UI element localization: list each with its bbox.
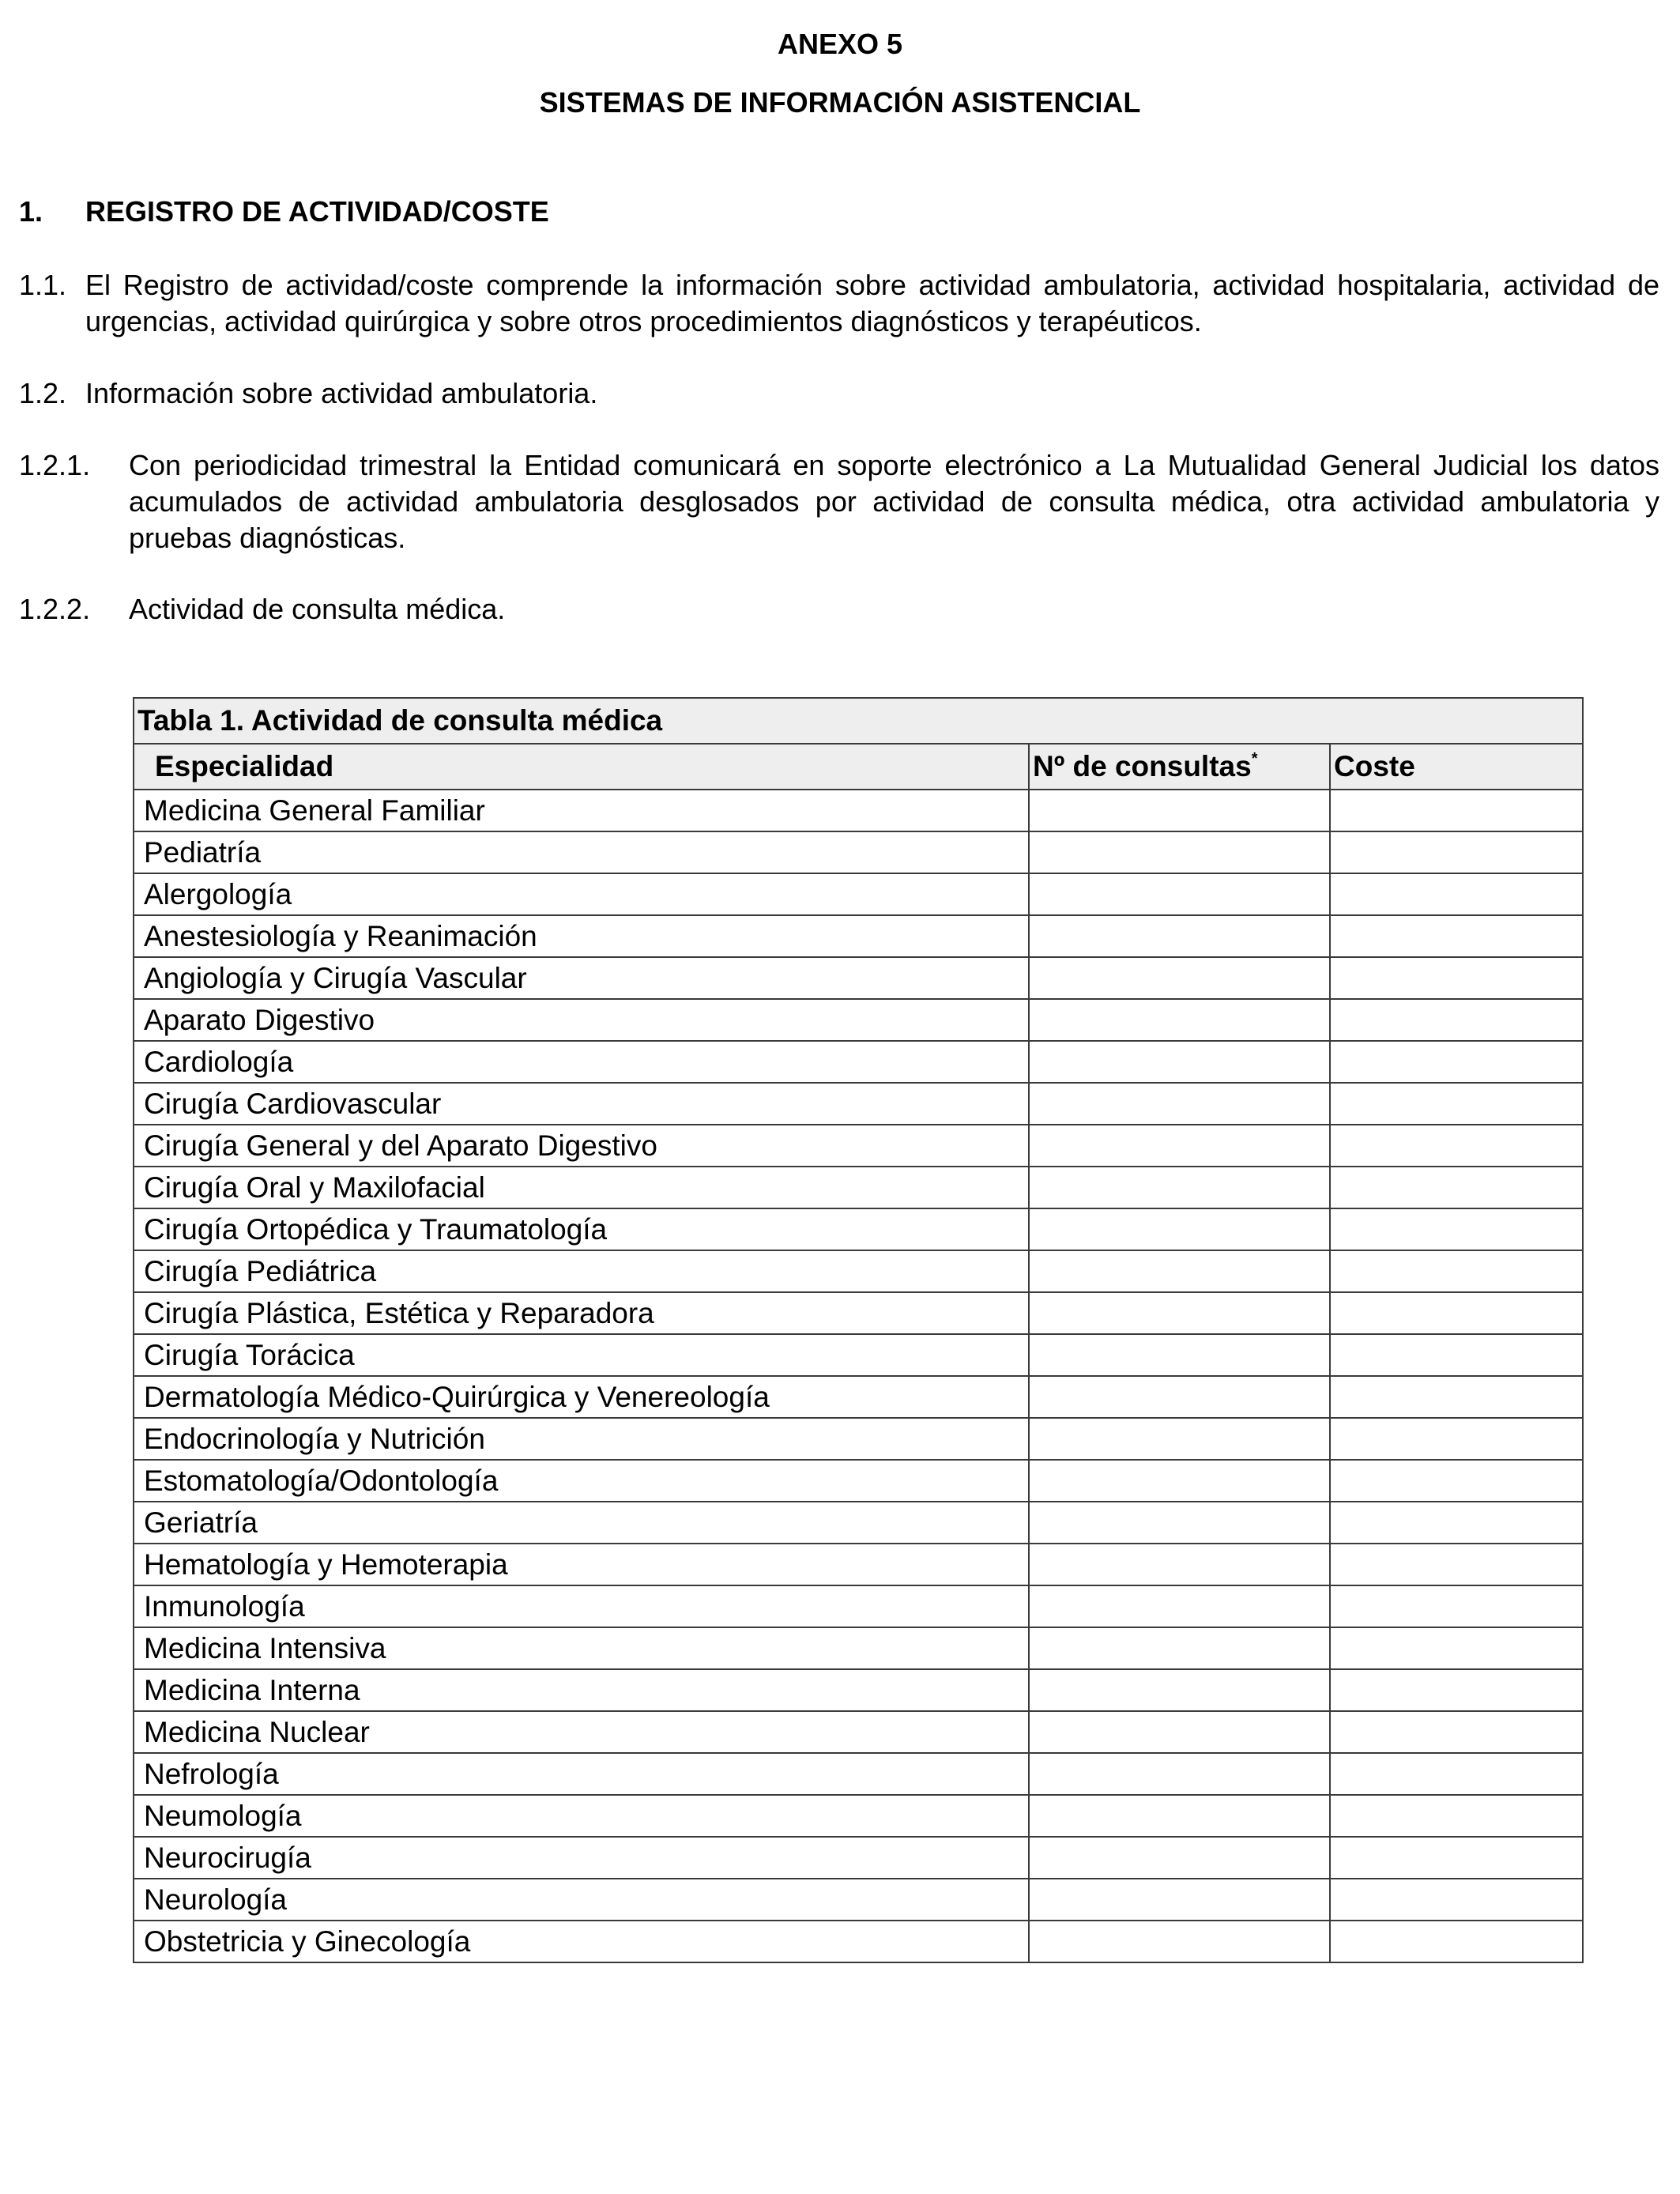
specialty-cell: Neurocirugía: [134, 1837, 1029, 1879]
coste-cell: [1330, 1795, 1583, 1837]
table-row: [134, 1585, 1583, 1627]
consultas-cell: [1029, 1167, 1330, 1208]
coste-cell: [1330, 1837, 1583, 1879]
table-row: [134, 1921, 1583, 1962]
coste-cell: [1330, 1083, 1583, 1125]
table-row: [134, 915, 1583, 957]
consultas-cell: [1029, 1125, 1330, 1167]
coste-cell: [1330, 1921, 1583, 1962]
coste-cell: [1330, 915, 1583, 957]
table-row: [134, 1502, 1583, 1544]
table-row: [134, 999, 1583, 1041]
consultas-cell: [1029, 1460, 1330, 1502]
coste-cell: [1330, 1502, 1583, 1544]
specialty-cell: Cirugía Torácica: [134, 1334, 1029, 1376]
table-header-row: [134, 744, 1583, 790]
section-number: 1.: [19, 195, 43, 228]
table-row: [134, 1544, 1583, 1585]
coste-cell: [1330, 957, 1583, 999]
consultation-activity-table: [133, 697, 1584, 1963]
consultas-cell: [1029, 1502, 1330, 1544]
coste-cell: [1330, 1585, 1583, 1627]
specialty-cell: Anestesiología y Reanimación: [134, 915, 1029, 957]
specialty-cell: Cardiología: [134, 1041, 1029, 1083]
consultas-cell: [1029, 1418, 1330, 1460]
specialty-cell: Cirugía Ortopédica y Traumatología: [134, 1208, 1029, 1250]
specialty-cell: Cirugía Cardiovascular: [134, 1083, 1029, 1125]
coste-cell: [1330, 1879, 1583, 1921]
specialty-cell: Aparato Digestivo: [134, 999, 1029, 1041]
consultas-cell: [1029, 790, 1330, 831]
table-row: [134, 1669, 1583, 1711]
consultas-cell: [1029, 1669, 1330, 1711]
header-coste: Coste: [1330, 744, 1583, 790]
consultas-cell: [1029, 1627, 1330, 1669]
header-consultas-label: Nº de consultas: [1033, 750, 1252, 782]
header-especialidad: Especialidad: [134, 744, 1029, 790]
table-row: [134, 1167, 1583, 1208]
consultas-cell: [1029, 1753, 1330, 1795]
consultas-cell: [1029, 873, 1330, 915]
paragraph-1-2-2: Actividad de consulta médica.: [129, 593, 506, 625]
specialty-cell: Cirugía General y del Aparato Digestivo: [134, 1125, 1029, 1167]
consultas-cell: [1029, 1334, 1330, 1376]
consultas-cell: [1029, 1837, 1330, 1879]
table-row: [134, 1879, 1583, 1921]
paragraph-number-1-2-1: 1.2.1.: [19, 449, 91, 481]
specialty-cell: Medicina Intensiva: [134, 1627, 1029, 1669]
specialty-cell: Endocrinología y Nutrición: [134, 1418, 1029, 1460]
coste-cell: [1330, 1167, 1583, 1208]
specialty-cell: Cirugía Pediátrica: [134, 1250, 1029, 1292]
specialty-cell: Pediatría: [134, 831, 1029, 873]
table-row: [134, 1041, 1583, 1083]
coste-cell: [1330, 1250, 1583, 1292]
coste-cell: [1330, 873, 1583, 915]
table-row: [134, 1753, 1583, 1795]
coste-cell: [1330, 1418, 1583, 1460]
table-row: [134, 1083, 1583, 1125]
table-row: [134, 1376, 1583, 1418]
coste-cell: [1330, 1669, 1583, 1711]
paragraph-number-1-2: 1.2.: [19, 377, 67, 409]
paragraph-number-1-2-2: 1.2.2.: [19, 593, 91, 625]
consultas-cell: [1029, 1921, 1330, 1962]
consultas-cell: [1029, 1250, 1330, 1292]
coste-cell: [1330, 1376, 1583, 1418]
paragraph-1-1: El Registro de actividad/coste comprende la información sobre actividad ambulatoria, actividad hospitalaria, actividad de urgencias, actividad quirúrgica y sobre otros procedimientos diagnósticos y terapéuticos.: [85, 269, 1659, 337]
table-row: [134, 1334, 1583, 1376]
footnote-mark: *: [1251, 750, 1258, 767]
consultas-cell: [1029, 957, 1330, 999]
consultas-cell: [1029, 1292, 1330, 1334]
coste-cell: [1330, 1208, 1583, 1250]
table-row: [134, 1292, 1583, 1334]
annex-title: ANEXO 5: [777, 28, 903, 60]
consultas-cell: [1029, 999, 1330, 1041]
specialty-cell: Obstetricia y Ginecología: [134, 1921, 1029, 1962]
specialty-cell: Alergología: [134, 873, 1029, 915]
table-row: [134, 1250, 1583, 1292]
specialty-cell: Cirugía Plástica, Estética y Reparadora: [134, 1292, 1029, 1334]
table-row: [134, 1418, 1583, 1460]
coste-cell: [1330, 1292, 1583, 1334]
consultas-cell: [1029, 1711, 1330, 1753]
paragraph-1-2: Información sobre actividad ambulatoria.: [85, 377, 598, 409]
consultas-cell: [1029, 1585, 1330, 1627]
consultas-cell: [1029, 1795, 1330, 1837]
specialty-cell: Medicina Interna: [134, 1669, 1029, 1711]
specialty-cell: Cirugía Oral y Maxilofacial: [134, 1167, 1029, 1208]
table-row: [134, 873, 1583, 915]
specialty-cell: Nefrología: [134, 1753, 1029, 1795]
table-row: [134, 1837, 1583, 1879]
table-caption: Tabla 1. Actividad de consulta médica: [134, 698, 1583, 744]
section-title: REGISTRO DE ACTIVIDAD/COSTE: [85, 195, 549, 228]
coste-cell: [1330, 831, 1583, 873]
consultas-cell: [1029, 915, 1330, 957]
coste-cell: [1330, 1627, 1583, 1669]
coste-cell: [1330, 790, 1583, 831]
specialty-cell: Neumología: [134, 1795, 1029, 1837]
coste-cell: [1330, 1334, 1583, 1376]
consultas-cell: [1029, 1208, 1330, 1250]
coste-cell: [1330, 1041, 1583, 1083]
coste-cell: [1330, 1753, 1583, 1795]
specialty-cell: Dermatología Médico-Quirúrgica y Venereología: [134, 1376, 1029, 1418]
specialty-cell: Angiología y Cirugía Vascular: [134, 957, 1029, 999]
consultas-cell: [1029, 1879, 1330, 1921]
specialty-cell: Neurología: [134, 1879, 1029, 1921]
paragraph-1-2-1: Con periodicidad trimestral la Entidad comunicará en soporte electrónico a La Mutualidad General Judicial los datos acumulados de actividad ambulatoria desglosados por actividad de consulta médica, otra actividad ambulatoria y pruebas diagnósticas.: [129, 449, 1659, 554]
specialty-cell: Medicina Nuclear: [134, 1711, 1029, 1753]
coste-cell: [1330, 1711, 1583, 1753]
coste-cell: [1330, 1460, 1583, 1502]
consultas-cell: [1029, 1376, 1330, 1418]
table-row: [134, 1711, 1583, 1753]
consultas-cell: [1029, 1041, 1330, 1083]
table-row: [134, 831, 1583, 873]
header-consultas: [1029, 744, 1330, 790]
table-row: [134, 1125, 1583, 1167]
table-row: [134, 957, 1583, 999]
table-row: [134, 1795, 1583, 1837]
coste-cell: [1330, 1544, 1583, 1585]
table-row: [134, 1460, 1583, 1502]
consultas-cell: [1029, 1544, 1330, 1585]
specialty-cell: Geriatría: [134, 1502, 1029, 1544]
specialty-cell: Hematología y Hemoterapia: [134, 1544, 1029, 1585]
consultas-cell: [1029, 1083, 1330, 1125]
paragraph-number-1-1: 1.1.: [19, 269, 67, 301]
specialty-cell: Medicina General Familiar: [134, 790, 1029, 831]
specialty-cell: Inmunología: [134, 1585, 1029, 1627]
consultas-cell: [1029, 831, 1330, 873]
table-caption-row: [134, 698, 1583, 744]
document-subtitle: SISTEMAS DE INFORMACIÓN ASISTENCIAL: [539, 86, 1141, 119]
specialty-cell: Estomatología/Odontología: [134, 1460, 1029, 1502]
table-row: [134, 790, 1583, 831]
table-row: [134, 1208, 1583, 1250]
table-row: [134, 1627, 1583, 1669]
coste-cell: [1330, 1125, 1583, 1167]
coste-cell: [1330, 999, 1583, 1041]
